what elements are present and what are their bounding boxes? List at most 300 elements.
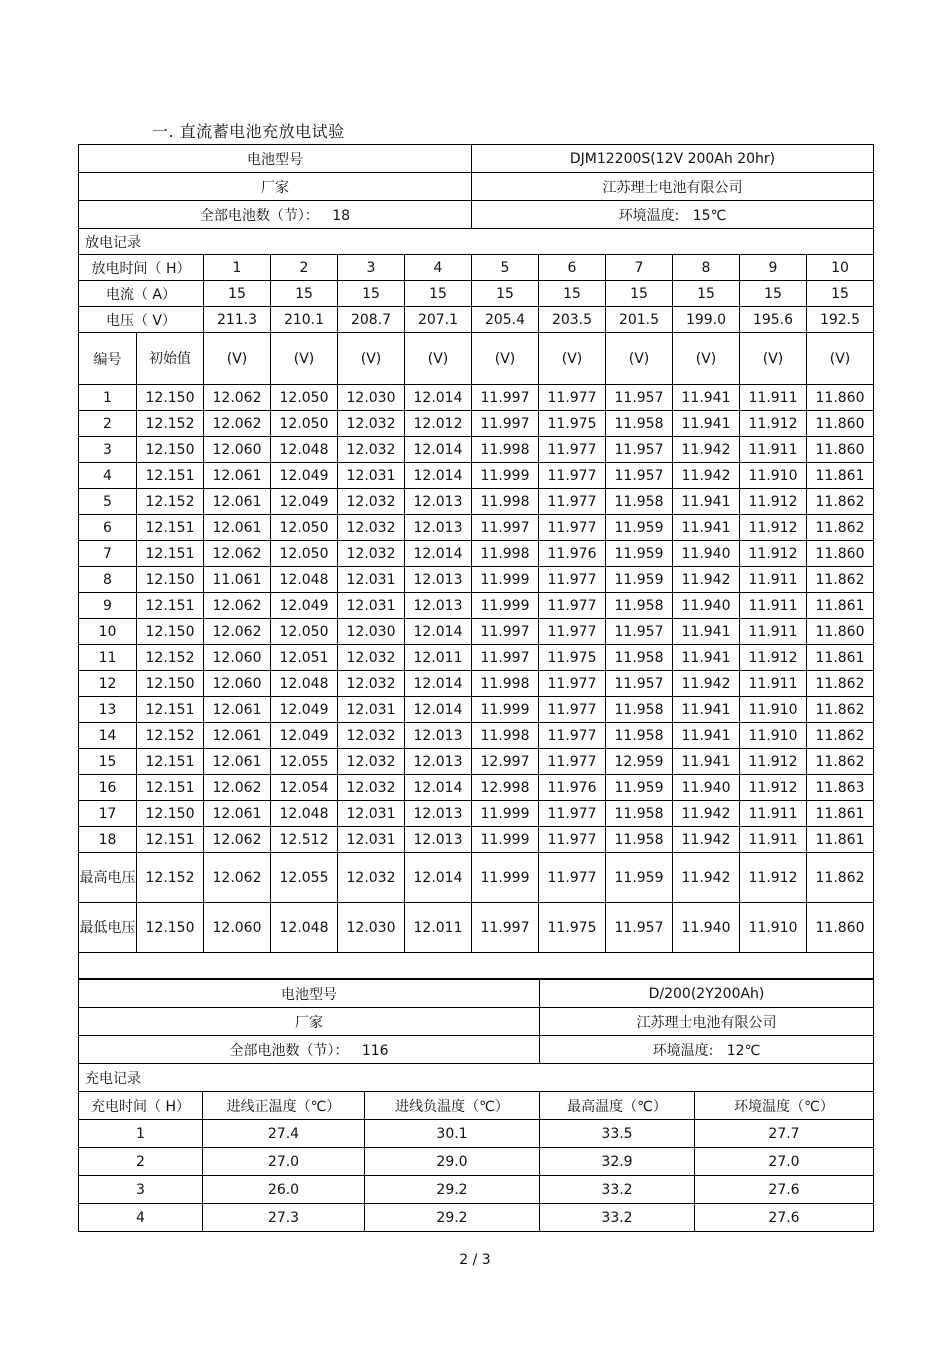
cell-number: 8 bbox=[79, 567, 137, 593]
temperature-reading: 33.2 bbox=[540, 1176, 695, 1204]
voltage-reading: 11.977 bbox=[539, 801, 606, 827]
table-row bbox=[79, 801, 874, 827]
hour-cell: 8 bbox=[673, 255, 740, 281]
current-cell: 15 bbox=[338, 281, 405, 307]
voltage-reading: 12.152 bbox=[137, 723, 204, 749]
voltage-reading: 11.998 bbox=[472, 671, 539, 697]
voltage-reading: 12.050 bbox=[271, 619, 338, 645]
voltage-reading: 11.940 bbox=[673, 775, 740, 801]
voltage-reading: 11.975 bbox=[539, 645, 606, 671]
min-voltage-row-value: 12.030 bbox=[338, 903, 405, 953]
voltage-reading: 12.061 bbox=[204, 749, 271, 775]
temperature-reading: 27.6 bbox=[695, 1204, 874, 1232]
voltage-reading: 12.060 bbox=[204, 645, 271, 671]
unit-cell: (V) bbox=[338, 333, 405, 385]
temperature-reading: 26.0 bbox=[203, 1176, 365, 1204]
column-header: 进线负温度（℃） bbox=[365, 1092, 540, 1120]
unit-cell: (V) bbox=[472, 333, 539, 385]
unit-cell: (V) bbox=[740, 333, 807, 385]
voltage-reading: 11.999 bbox=[472, 697, 539, 723]
column-header: 充电时间（ H） bbox=[79, 1092, 203, 1120]
min-voltage-row-value: 12.060 bbox=[204, 903, 271, 953]
voltage-reading: 12.048 bbox=[271, 567, 338, 593]
current-cell: 15 bbox=[204, 281, 271, 307]
voltage-reading: 11.977 bbox=[539, 671, 606, 697]
voltage-reading: 11.861 bbox=[807, 593, 874, 619]
voltage-reading: 12.062 bbox=[204, 385, 271, 411]
temperature-reading: 32.9 bbox=[540, 1148, 695, 1176]
voltage-reading: 12.032 bbox=[338, 489, 405, 515]
voltage-reading: 11.912 bbox=[740, 749, 807, 775]
voltage-reading: 11.957 bbox=[606, 463, 673, 489]
table-row bbox=[79, 1120, 874, 1148]
charge-table bbox=[78, 979, 874, 1232]
table-row bbox=[79, 723, 874, 749]
voltage-reading: 12.150 bbox=[137, 801, 204, 827]
voltage-reading: 12.011 bbox=[405, 645, 472, 671]
voltage-reading: 12.048 bbox=[271, 671, 338, 697]
battery-model-value-2: D/200(2Y200Ah) bbox=[540, 980, 874, 1008]
voltage-reading: 12.013 bbox=[405, 749, 472, 775]
voltage-reading: 11.911 bbox=[740, 671, 807, 697]
voltage-reading: 12.032 bbox=[338, 749, 405, 775]
voltage-reading: 12.014 bbox=[405, 775, 472, 801]
number-label: 编号 bbox=[79, 333, 137, 385]
voltage-reading: 11.941 bbox=[673, 723, 740, 749]
voltage-reading: 11.862 bbox=[807, 723, 874, 749]
battery-count-cell bbox=[79, 201, 472, 229]
battery-count-value-2: 116 bbox=[361, 1042, 389, 1059]
voltage-reading: 12.049 bbox=[271, 723, 338, 749]
unit-cell: (V) bbox=[807, 333, 874, 385]
voltage-cell: 205.4 bbox=[472, 307, 539, 333]
charge-hour: 1 bbox=[79, 1120, 203, 1148]
voltage-reading: 12.060 bbox=[204, 437, 271, 463]
voltage-reading: 11.958 bbox=[606, 697, 673, 723]
cell-number: 5 bbox=[79, 489, 137, 515]
current-cell: 15 bbox=[807, 281, 874, 307]
voltage-reading: 12.050 bbox=[271, 541, 338, 567]
max-voltage-row-value: 11.959 bbox=[606, 853, 673, 903]
battery-model-label-2: 电池型号 bbox=[79, 980, 540, 1008]
voltage-reading: 12.151 bbox=[137, 697, 204, 723]
ambient-temp-label: 环境温度: bbox=[618, 207, 680, 224]
voltage-reading: 11.912 bbox=[740, 489, 807, 515]
initial-value-label: 初始值 bbox=[137, 333, 204, 385]
voltage-reading: 11.977 bbox=[539, 723, 606, 749]
voltage-cell: 195.6 bbox=[740, 307, 807, 333]
table-row bbox=[79, 593, 874, 619]
voltage-reading: 11.861 bbox=[807, 463, 874, 489]
voltage-reading: 11.860 bbox=[807, 541, 874, 567]
temperature-reading: 27.4 bbox=[203, 1120, 365, 1148]
voltage-reading: 11.910 bbox=[740, 697, 807, 723]
temperature-reading: 27.0 bbox=[203, 1148, 365, 1176]
voltage-reading: 11.942 bbox=[673, 827, 740, 853]
voltage-reading: 12.062 bbox=[204, 593, 271, 619]
voltage-reading: 11.862 bbox=[807, 671, 874, 697]
voltage-reading: 12.152 bbox=[137, 411, 204, 437]
battery-model-label: 电池型号 bbox=[79, 145, 472, 173]
voltage-reading: 11.861 bbox=[807, 827, 874, 853]
table-row bbox=[79, 775, 874, 801]
manufacturer-label: 厂家 bbox=[79, 173, 472, 201]
voltage-reading: 11.912 bbox=[740, 645, 807, 671]
current-cell: 15 bbox=[271, 281, 338, 307]
voltage-reading: 12.151 bbox=[137, 463, 204, 489]
voltage-reading: 12.014 bbox=[405, 437, 472, 463]
voltage-reading: 12.055 bbox=[271, 749, 338, 775]
table-row bbox=[79, 541, 874, 567]
voltage-reading: 11.940 bbox=[673, 541, 740, 567]
voltage-reading: 11.997 bbox=[472, 619, 539, 645]
voltage-reading: 11.860 bbox=[807, 619, 874, 645]
voltage-reading: 11.957 bbox=[606, 619, 673, 645]
voltage-reading: 12.032 bbox=[338, 671, 405, 697]
voltage-reading: 12.061 bbox=[204, 463, 271, 489]
voltage-reading: 12.013 bbox=[405, 567, 472, 593]
voltage-reading: 12.014 bbox=[405, 541, 472, 567]
voltage-reading: 11.910 bbox=[740, 463, 807, 489]
voltage-reading: 12.031 bbox=[338, 697, 405, 723]
column-header: 环境温度（℃） bbox=[695, 1092, 874, 1120]
cell-number: 6 bbox=[79, 515, 137, 541]
voltage-reading: 11.941 bbox=[673, 619, 740, 645]
current-cell: 15 bbox=[405, 281, 472, 307]
voltage-reading: 12.012 bbox=[405, 411, 472, 437]
voltage-reading: 12.032 bbox=[338, 723, 405, 749]
voltage-reading: 11.911 bbox=[740, 827, 807, 853]
charge-record-label: 充电记录 bbox=[79, 1064, 874, 1092]
min-voltage-row-value: 11.997 bbox=[472, 903, 539, 953]
voltage-reading: 11.997 bbox=[472, 411, 539, 437]
voltage-cell: 199.0 bbox=[673, 307, 740, 333]
voltage-reading: 12.512 bbox=[271, 827, 338, 853]
discharge-record-label: 放电记录 bbox=[79, 229, 874, 255]
ambient-temp-cell bbox=[472, 201, 874, 229]
voltage-reading: 11.861 bbox=[807, 801, 874, 827]
cell-number: 2 bbox=[79, 411, 137, 437]
voltage-reading: 12.013 bbox=[405, 801, 472, 827]
voltage-reading: 12.014 bbox=[405, 697, 472, 723]
voltage-reading: 11.862 bbox=[807, 697, 874, 723]
cell-number: 4 bbox=[79, 463, 137, 489]
voltage-reading: 12.032 bbox=[338, 515, 405, 541]
voltage-reading: 12.061 bbox=[204, 801, 271, 827]
voltage-reading: 11.958 bbox=[606, 645, 673, 671]
voltage-reading: 11.959 bbox=[606, 541, 673, 567]
max-voltage-row-value: 12.014 bbox=[405, 853, 472, 903]
manufacturer-value-2: 江苏理士电池有限公司 bbox=[540, 1008, 874, 1036]
max-voltage-row-value: 12.152 bbox=[137, 853, 204, 903]
voltage-reading: 12.048 bbox=[271, 437, 338, 463]
voltage-reading: 12.998 bbox=[472, 775, 539, 801]
charge-hour: 3 bbox=[79, 1176, 203, 1204]
page-number: 2 / 3 bbox=[459, 1252, 491, 1268]
voltage-reading: 11.941 bbox=[673, 489, 740, 515]
voltage-reading: 11.999 bbox=[472, 827, 539, 853]
table-row bbox=[79, 463, 874, 489]
unit-cell: (V) bbox=[405, 333, 472, 385]
voltage-reading: 12.049 bbox=[271, 593, 338, 619]
current-cell: 15 bbox=[539, 281, 606, 307]
voltage-reading: 12.014 bbox=[405, 671, 472, 697]
ambient-temp-label-2: 环境温度: bbox=[652, 1042, 714, 1059]
voltage-cell: 201.5 bbox=[606, 307, 673, 333]
voltage-reading: 11.941 bbox=[673, 515, 740, 541]
voltage-reading: 11.998 bbox=[472, 723, 539, 749]
voltage-reading: 11.997 bbox=[472, 385, 539, 411]
temperature-reading: 27.6 bbox=[695, 1176, 874, 1204]
voltage-reading: 11.997 bbox=[472, 515, 539, 541]
voltage-reading: 11.959 bbox=[606, 775, 673, 801]
voltage-reading: 12.013 bbox=[405, 827, 472, 853]
voltage-reading: 12.031 bbox=[338, 567, 405, 593]
voltage-reading: 11.977 bbox=[539, 593, 606, 619]
voltage-reading: 11.862 bbox=[807, 515, 874, 541]
table-row bbox=[79, 515, 874, 541]
max-voltage-row-value: 11.977 bbox=[539, 853, 606, 903]
discharge-time-label: 放电时间（ H） bbox=[79, 255, 204, 281]
hour-cell: 3 bbox=[338, 255, 405, 281]
voltage-reading: 11.957 bbox=[606, 671, 673, 697]
max-voltage-row-value: 12.032 bbox=[338, 853, 405, 903]
voltage-reading: 12.151 bbox=[137, 827, 204, 853]
hour-cell: 5 bbox=[472, 255, 539, 281]
voltage-reading: 11.999 bbox=[472, 593, 539, 619]
voltage-reading: 12.030 bbox=[338, 619, 405, 645]
cell-number: 16 bbox=[79, 775, 137, 801]
voltage-reading: 12.152 bbox=[137, 489, 204, 515]
voltage-reading: 12.150 bbox=[137, 385, 204, 411]
voltage-reading: 12.031 bbox=[338, 801, 405, 827]
voltage-reading: 12.013 bbox=[405, 489, 472, 515]
voltage-reading: 12.049 bbox=[271, 489, 338, 515]
voltage-reading: 11.860 bbox=[807, 411, 874, 437]
voltage-reading: 12.030 bbox=[338, 385, 405, 411]
voltage-reading: 12.062 bbox=[204, 619, 271, 645]
voltage-reading: 12.150 bbox=[137, 671, 204, 697]
voltage-reading: 12.959 bbox=[606, 749, 673, 775]
manufacturer-label-2: 厂家 bbox=[79, 1008, 540, 1036]
min-voltage-row-value: 11.910 bbox=[740, 903, 807, 953]
voltage-reading: 12.150 bbox=[137, 567, 204, 593]
voltage-reading: 11.998 bbox=[472, 541, 539, 567]
voltage-reading: 12.032 bbox=[338, 775, 405, 801]
voltage-reading: 12.050 bbox=[271, 411, 338, 437]
voltage-reading: 11.861 bbox=[807, 645, 874, 671]
voltage-reading: 11.977 bbox=[539, 749, 606, 775]
hour-cell: 9 bbox=[740, 255, 807, 281]
voltage-reading: 11.975 bbox=[539, 411, 606, 437]
column-header: 进线正温度（℃） bbox=[203, 1092, 365, 1120]
ambient-temp-value-2: 12℃ bbox=[726, 1042, 761, 1059]
voltage-reading: 12.032 bbox=[338, 645, 405, 671]
voltage-reading: 11.997 bbox=[472, 645, 539, 671]
current-cell: 15 bbox=[673, 281, 740, 307]
voltage-reading: 11.958 bbox=[606, 827, 673, 853]
voltage-reading: 11.999 bbox=[472, 463, 539, 489]
voltage-reading: 11.976 bbox=[539, 541, 606, 567]
voltage-reading: 11.958 bbox=[606, 593, 673, 619]
voltage-reading: 11.860 bbox=[807, 437, 874, 463]
voltage-reading: 12.151 bbox=[137, 515, 204, 541]
voltage-reading: 12.062 bbox=[204, 411, 271, 437]
column-header: 最高温度（℃） bbox=[540, 1092, 695, 1120]
min-voltage-row-value: 11.860 bbox=[807, 903, 874, 953]
min-voltage-row-value: 11.975 bbox=[539, 903, 606, 953]
table-row bbox=[79, 1148, 874, 1176]
table-row bbox=[79, 697, 874, 723]
cell-number: 9 bbox=[79, 593, 137, 619]
voltage-reading: 12.032 bbox=[338, 541, 405, 567]
hour-cell: 4 bbox=[405, 255, 472, 281]
table-row bbox=[79, 567, 874, 593]
voltage-reading: 11.941 bbox=[673, 697, 740, 723]
voltage-reading: 11.977 bbox=[539, 437, 606, 463]
voltage-reading: 12.031 bbox=[338, 593, 405, 619]
voltage-reading: 12.051 bbox=[271, 645, 338, 671]
current-cell: 15 bbox=[740, 281, 807, 307]
voltage-reading: 12.032 bbox=[338, 437, 405, 463]
voltage-reading: 11.957 bbox=[606, 385, 673, 411]
voltage-reading: 12.062 bbox=[204, 827, 271, 853]
table-row bbox=[79, 827, 874, 853]
voltage-reading: 11.912 bbox=[740, 411, 807, 437]
voltage-reading: 11.958 bbox=[606, 723, 673, 749]
voltage-reading: 11.977 bbox=[539, 827, 606, 853]
voltage-reading: 12.151 bbox=[137, 775, 204, 801]
voltage-cell: 207.1 bbox=[405, 307, 472, 333]
cell-number: 3 bbox=[79, 437, 137, 463]
voltage-reading: 11.977 bbox=[539, 619, 606, 645]
max-voltage-row-value: 11.912 bbox=[740, 853, 807, 903]
cell-number: 13 bbox=[79, 697, 137, 723]
max-voltage-row-value: 11.999 bbox=[472, 853, 539, 903]
voltage-reading: 12.013 bbox=[405, 515, 472, 541]
voltage-reading: 12.150 bbox=[137, 619, 204, 645]
discharge-table bbox=[78, 144, 874, 979]
min-voltage-row bbox=[79, 903, 874, 953]
voltage-reading: 11.999 bbox=[472, 567, 539, 593]
voltage-reading: 12.050 bbox=[271, 385, 338, 411]
unit-cell: (V) bbox=[204, 333, 271, 385]
voltage-reading: 11.863 bbox=[807, 775, 874, 801]
voltage-reading: 11.911 bbox=[740, 385, 807, 411]
unit-cell: (V) bbox=[539, 333, 606, 385]
temperature-reading: 27.7 bbox=[695, 1120, 874, 1148]
cell-number: 17 bbox=[79, 801, 137, 827]
voltage-reading: 11.977 bbox=[539, 567, 606, 593]
voltage-reading: 11.912 bbox=[740, 775, 807, 801]
cell-number: 11 bbox=[79, 645, 137, 671]
voltage-reading: 11.912 bbox=[740, 541, 807, 567]
voltage-reading: 11.959 bbox=[606, 515, 673, 541]
temperature-reading: 33.5 bbox=[540, 1120, 695, 1148]
table-row bbox=[79, 385, 874, 411]
voltage-reading: 11.911 bbox=[740, 619, 807, 645]
section-heading: 一. 直流蓄电池充放电试验 bbox=[152, 122, 345, 141]
voltage-reading: 12.014 bbox=[405, 619, 472, 645]
spacer-row bbox=[79, 953, 874, 979]
voltage-cell: 211.3 bbox=[204, 307, 271, 333]
voltage-reading: 11.959 bbox=[606, 567, 673, 593]
voltage-reading: 11.942 bbox=[673, 801, 740, 827]
hour-cell: 7 bbox=[606, 255, 673, 281]
unit-cell: (V) bbox=[271, 333, 338, 385]
temperature-reading: 29.2 bbox=[365, 1204, 540, 1232]
voltage-reading: 12.152 bbox=[137, 645, 204, 671]
voltage-reading: 11.977 bbox=[539, 515, 606, 541]
table-row bbox=[79, 749, 874, 775]
voltage-reading: 11.061 bbox=[204, 567, 271, 593]
voltage-reading: 12.014 bbox=[405, 463, 472, 489]
voltage-reading: 11.911 bbox=[740, 593, 807, 619]
voltage-reading: 11.862 bbox=[807, 749, 874, 775]
voltage-reading: 11.942 bbox=[673, 671, 740, 697]
voltage-reading: 12.061 bbox=[204, 697, 271, 723]
cell-number: 18 bbox=[79, 827, 137, 853]
battery-model-value: DJM12200S(12V 200Ah 20hr) bbox=[472, 145, 874, 173]
voltage-cell: 203.5 bbox=[539, 307, 606, 333]
min-voltage-row-value: 12.150 bbox=[137, 903, 204, 953]
hour-cell: 10 bbox=[807, 255, 874, 281]
cell-number: 15 bbox=[79, 749, 137, 775]
voltage-reading: 11.942 bbox=[673, 567, 740, 593]
max-voltage-row-value: 12.055 bbox=[271, 853, 338, 903]
voltage-reading: 11.911 bbox=[740, 801, 807, 827]
voltage-reading: 12.049 bbox=[271, 697, 338, 723]
voltage-reading: 12.049 bbox=[271, 463, 338, 489]
voltage-reading: 12.061 bbox=[204, 723, 271, 749]
min-voltage-row-value: 11.957 bbox=[606, 903, 673, 953]
voltage-reading: 11.999 bbox=[472, 801, 539, 827]
current-cell: 15 bbox=[606, 281, 673, 307]
temperature-reading: 29.2 bbox=[365, 1176, 540, 1204]
voltage-reading: 11.912 bbox=[740, 515, 807, 541]
cell-number: 10 bbox=[79, 619, 137, 645]
max-voltage-row-value: 11.862 bbox=[807, 853, 874, 903]
unit-cell: (V) bbox=[606, 333, 673, 385]
current-cell: 15 bbox=[472, 281, 539, 307]
voltage-reading: 12.151 bbox=[137, 749, 204, 775]
voltage-reading: 12.062 bbox=[204, 775, 271, 801]
current-label: 电流（ A） bbox=[79, 281, 204, 307]
voltage-reading: 11.958 bbox=[606, 801, 673, 827]
voltage-reading: 12.151 bbox=[137, 593, 204, 619]
temperature-reading: 27.3 bbox=[203, 1204, 365, 1232]
cell-number: 1 bbox=[79, 385, 137, 411]
voltage-reading: 11.911 bbox=[740, 437, 807, 463]
table-row bbox=[79, 1204, 874, 1232]
voltage-reading: 11.958 bbox=[606, 411, 673, 437]
min-voltage-row-value: 12.011 bbox=[405, 903, 472, 953]
voltage-reading: 11.957 bbox=[606, 437, 673, 463]
voltage-reading: 11.860 bbox=[807, 385, 874, 411]
voltage-reading: 11.911 bbox=[740, 567, 807, 593]
voltage-reading: 12.061 bbox=[204, 515, 271, 541]
voltage-reading: 12.048 bbox=[271, 801, 338, 827]
voltage-reading: 12.050 bbox=[271, 515, 338, 541]
voltage-reading: 12.062 bbox=[204, 541, 271, 567]
voltage-reading: 11.940 bbox=[673, 593, 740, 619]
voltage-label: 电压（ V） bbox=[79, 307, 204, 333]
voltage-reading: 12.014 bbox=[405, 385, 472, 411]
ambient-temp-cell-2 bbox=[540, 1036, 874, 1064]
cell-number: 7 bbox=[79, 541, 137, 567]
max-voltage-row-value: 12.062 bbox=[204, 853, 271, 903]
voltage-reading: 12.060 bbox=[204, 671, 271, 697]
